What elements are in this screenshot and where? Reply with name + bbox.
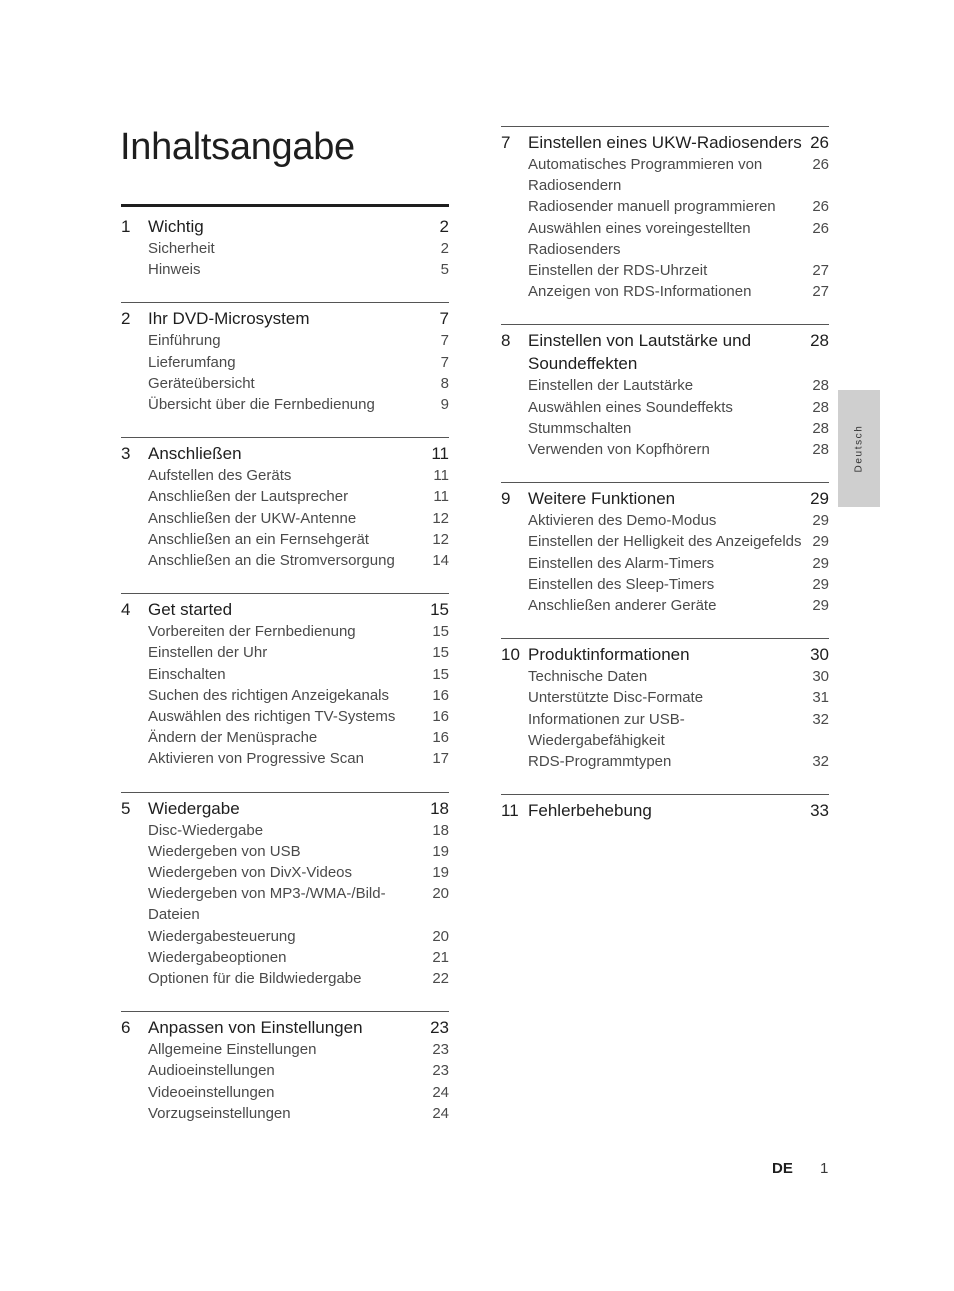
toc-entry[interactable] bbox=[501, 595, 829, 616]
toc-entry-label-line: Lieferumfang bbox=[148, 353, 236, 371]
toc-chapter[interactable] bbox=[501, 487, 829, 510]
toc-entry-label bbox=[528, 397, 808, 418]
toc-entry-label bbox=[148, 968, 428, 989]
toc-entry-label-line: Anschließen an ein Fernsehgerät bbox=[148, 530, 369, 548]
toc-entry-label-line: Videoeinstellungen bbox=[148, 1083, 275, 1101]
toc-chapter-label-line: Produktinformationen bbox=[528, 645, 690, 665]
toc-chapter-page-number: 33 bbox=[810, 801, 829, 821]
toc-entry[interactable] bbox=[501, 439, 829, 460]
toc-chapter-label-line: Anschließen bbox=[148, 444, 242, 464]
toc-entry-label-line: Unterstützte Disc-Formate bbox=[528, 689, 704, 707]
toc-entry-label bbox=[148, 926, 428, 947]
toc-entry-label-line: Radiosendern bbox=[528, 177, 622, 195]
toc-entry-label bbox=[528, 375, 808, 396]
toc-entry-page-number: 28 bbox=[812, 377, 829, 395]
toc-entry-label-line: Stummschalten bbox=[528, 419, 632, 437]
toc-entry-label bbox=[148, 727, 428, 748]
toc-chapter-number: 11 bbox=[501, 801, 519, 821]
toc-entry-label bbox=[148, 748, 428, 769]
toc-entry-page-number: 28 bbox=[812, 419, 829, 437]
toc-chapter-label bbox=[528, 487, 806, 510]
toc-entry-page-number: 15 bbox=[432, 665, 449, 683]
toc-chapter-page-number: 2 bbox=[439, 217, 449, 236]
toc-entry-page-number: 7 bbox=[440, 353, 449, 371]
toc-chapter-page-number: 18 bbox=[430, 798, 449, 818]
toc-entry-label bbox=[148, 642, 428, 663]
toc-chapter-number: 10 bbox=[501, 645, 520, 665]
toc-entry[interactable] bbox=[121, 926, 449, 947]
toc-entry-label-line: Auswählen des richtigen TV-Systems bbox=[148, 708, 396, 726]
toc-chapter[interactable] bbox=[501, 131, 829, 154]
toc-entry-page-number: 19 bbox=[432, 842, 449, 860]
toc-entry-page-number: 15 bbox=[432, 644, 449, 662]
toc-entry-label-line: Hinweis bbox=[148, 261, 201, 279]
toc-entry-label-line: Audioeinstellungen bbox=[148, 1062, 275, 1080]
toc-chapter-label-line: Wiedergabe bbox=[148, 798, 240, 818]
toc-entry[interactable] bbox=[121, 465, 449, 486]
toc-entry-label bbox=[148, 1082, 428, 1103]
toc-entry[interactable] bbox=[121, 621, 449, 642]
toc-entry[interactable] bbox=[121, 748, 449, 769]
toc-entry-label bbox=[528, 196, 808, 217]
toc-entry-label-line: Vorzugseinstellungen bbox=[148, 1104, 291, 1122]
toc-entry[interactable] bbox=[121, 664, 449, 685]
toc-section bbox=[121, 302, 449, 415]
toc-chapter-label bbox=[148, 307, 436, 330]
toc-entry-label-line: Einstellen der RDS-Uhrzeit bbox=[528, 262, 708, 280]
toc-entry-label bbox=[148, 621, 428, 642]
toc-entry-label bbox=[148, 706, 428, 727]
toc-chapter-label bbox=[148, 215, 436, 238]
toc-entry[interactable] bbox=[121, 550, 449, 571]
toc-entry-page-number: 23 bbox=[432, 1062, 449, 1080]
toc-entry-label bbox=[148, 947, 428, 968]
toc-section bbox=[501, 638, 829, 772]
toc-entry[interactable] bbox=[121, 238, 449, 259]
toc-entry-page-number: 24 bbox=[432, 1083, 449, 1101]
toc-entry-page-number: 31 bbox=[812, 689, 829, 707]
page-title: Inhaltsangabe bbox=[120, 126, 355, 168]
toc-entry-label bbox=[148, 394, 437, 415]
toc-entry-label-line: Einschalten bbox=[148, 665, 226, 683]
toc-entry-label-line: Wiedergabefähigkeit bbox=[528, 731, 665, 749]
toc-entry-label-line: Verwenden von Kopfhörern bbox=[528, 441, 710, 459]
toc-entry[interactable] bbox=[501, 281, 829, 302]
toc-section bbox=[121, 437, 449, 571]
toc-entry-page-number: 28 bbox=[812, 441, 829, 459]
toc-chapter-number: 6 bbox=[121, 1018, 131, 1038]
toc-chapter-number: 4 bbox=[121, 600, 131, 620]
toc-chapter[interactable] bbox=[121, 598, 449, 621]
toc-entry-label bbox=[148, 685, 428, 706]
toc-entry-label-line: Auswählen eines voreingestellten bbox=[528, 219, 751, 237]
toc-entry-label bbox=[528, 260, 808, 281]
toc-entry[interactable] bbox=[121, 841, 449, 862]
toc-entry-page-number: 23 bbox=[432, 1041, 449, 1059]
toc-chapter-label bbox=[528, 799, 806, 822]
toc-entry-label-line: Ändern der Menüsprache bbox=[148, 729, 318, 747]
toc-entry-page-number: 29 bbox=[812, 554, 829, 572]
toc-chapter[interactable] bbox=[121, 307, 449, 330]
toc-entry[interactable] bbox=[501, 553, 829, 574]
toc-entry-label-line: Übersicht über die Fernbedienung bbox=[148, 396, 375, 414]
toc-entry-label bbox=[528, 439, 808, 460]
toc-chapter-label bbox=[528, 643, 806, 666]
toc-entry-label-line: Aktivieren von Progressive Scan bbox=[148, 750, 364, 768]
toc-chapter-label bbox=[528, 131, 806, 154]
toc-entry-label-line: Dateien bbox=[148, 906, 200, 924]
toc-entry-page-number: 17 bbox=[432, 750, 449, 768]
toc-entry-page-number: 26 bbox=[812, 198, 829, 216]
toc-entry-page-number: 20 bbox=[432, 885, 449, 903]
toc-chapter-label-line: Soundeffekten bbox=[528, 354, 638, 374]
toc-section bbox=[121, 211, 449, 280]
toc-entry-label bbox=[148, 820, 428, 841]
toc-entry-label-line: Anschließen anderer Geräte bbox=[528, 597, 717, 615]
toc-entry-page-number: 2 bbox=[440, 240, 449, 257]
side-tab-label: Deutsch bbox=[853, 424, 865, 473]
toc-chapter-number: 7 bbox=[501, 133, 511, 152]
toc-entry-page-number: 12 bbox=[432, 509, 449, 527]
toc-entry-label bbox=[148, 862, 428, 883]
toc-section bbox=[121, 1011, 449, 1124]
toc-entry[interactable] bbox=[121, 1039, 449, 1060]
toc-entry[interactable] bbox=[501, 709, 829, 751]
toc-chapter-label bbox=[148, 598, 426, 621]
toc-chapter-page-number: 15 bbox=[430, 600, 449, 620]
toc-chapter-number: 5 bbox=[121, 798, 131, 818]
toc-entry-page-number: 32 bbox=[812, 710, 829, 728]
toc-entry-label bbox=[528, 595, 808, 616]
toc-entry-label bbox=[148, 486, 429, 507]
toc-chapter-label-line: Weitere Funktionen bbox=[528, 489, 676, 509]
toc-entry-label bbox=[148, 883, 428, 925]
toc-entry-label bbox=[528, 510, 808, 531]
toc-entry-label bbox=[148, 529, 428, 550]
toc-chapter[interactable] bbox=[501, 329, 829, 375]
toc-entry[interactable] bbox=[121, 394, 449, 415]
language-side-tab bbox=[838, 390, 880, 507]
toc-entry[interactable] bbox=[121, 947, 449, 968]
toc-chapter-label-line: Wichtig bbox=[148, 217, 204, 236]
toc-entry-label-line: Aufstellen des Geräts bbox=[148, 467, 292, 485]
toc-entry[interactable] bbox=[501, 574, 829, 595]
toc-entry[interactable] bbox=[501, 666, 829, 687]
toc-entry-label-line: Anschließen der UKW-Antenne bbox=[148, 509, 357, 527]
toc-entry-label bbox=[148, 841, 428, 862]
toc-column-left bbox=[121, 211, 449, 1146]
toc-entry[interactable] bbox=[121, 968, 449, 989]
toc-entry-label-line: Anzeigen von RDS-Informationen bbox=[528, 283, 752, 301]
toc-entry-page-number: 29 bbox=[812, 597, 829, 615]
toc-entry-label bbox=[148, 1103, 428, 1124]
toc-entry-page-number: 22 bbox=[432, 970, 449, 988]
toc-entry-label bbox=[148, 1060, 428, 1081]
toc-entry[interactable] bbox=[121, 642, 449, 663]
toc-entry-page-number: 16 bbox=[432, 729, 449, 747]
toc-entry[interactable] bbox=[121, 508, 449, 529]
toc-chapter[interactable] bbox=[501, 643, 829, 666]
toc-entry-label-line: Geräteübersicht bbox=[148, 374, 255, 392]
toc-section bbox=[121, 593, 449, 769]
toc-entry-label-line: Allgemeine Einstellungen bbox=[148, 1041, 317, 1059]
toc-chapter-label-line: Einstellen von Lautstärke und bbox=[528, 331, 752, 351]
toc-chapter-page-number: 26 bbox=[810, 133, 829, 152]
toc-chapter[interactable] bbox=[501, 799, 829, 822]
toc-entry[interactable] bbox=[501, 531, 829, 552]
toc-entry-page-number: 5 bbox=[440, 261, 449, 279]
toc-section bbox=[501, 324, 829, 460]
toc-chapter-label bbox=[148, 797, 426, 820]
toc-entry-label-line: Einführung bbox=[148, 332, 221, 350]
toc-entry-label-line: Automatisches Programmieren von bbox=[528, 156, 763, 173]
toc-entry[interactable] bbox=[121, 883, 449, 925]
toc-entry-label-line: Radiosender manuell programmieren bbox=[528, 198, 776, 216]
toc-entry[interactable] bbox=[501, 218, 829, 260]
toc-entry-page-number: 11 bbox=[433, 467, 449, 485]
toc-entry-page-number: 9 bbox=[440, 396, 449, 414]
toc-column-right bbox=[501, 126, 829, 844]
toc-entry-page-number: 7 bbox=[440, 332, 449, 350]
toc-chapter-label bbox=[148, 1016, 426, 1039]
toc-chapter-page-number: 11 bbox=[431, 444, 449, 464]
toc-entry[interactable] bbox=[121, 529, 449, 550]
toc-entry-label-line: Wiedergabesteuerung bbox=[148, 927, 296, 945]
toc-entry-page-number: 26 bbox=[812, 156, 829, 173]
toc-entry[interactable] bbox=[121, 862, 449, 883]
toc-entry-page-number: 15 bbox=[432, 623, 449, 641]
toc-entry-page-number: 26 bbox=[812, 219, 829, 237]
toc-entry-page-number: 28 bbox=[812, 398, 829, 416]
toc-entry[interactable] bbox=[501, 196, 829, 217]
toc-chapter-number: 3 bbox=[121, 444, 131, 464]
footer-page-number: 1 bbox=[820, 1160, 829, 1177]
toc-chapter-label bbox=[148, 442, 427, 465]
toc-chapter-page-number: 28 bbox=[810, 331, 829, 351]
toc-section bbox=[501, 794, 829, 822]
toc-chapter-label-line: Anpassen von Einstellungen bbox=[148, 1018, 363, 1038]
toc-entry-label bbox=[528, 418, 808, 439]
toc-entry-page-number: 12 bbox=[432, 530, 449, 548]
toc-entry[interactable] bbox=[501, 510, 829, 531]
toc-entry[interactable] bbox=[121, 1060, 449, 1081]
toc-chapter-page-number: 7 bbox=[439, 309, 449, 329]
toc-entry[interactable] bbox=[121, 685, 449, 706]
toc-entry-page-number: 30 bbox=[812, 668, 829, 686]
toc-chapter-number: 1 bbox=[121, 217, 131, 236]
toc-entry-label-line: Wiedergeben von USB bbox=[148, 842, 301, 860]
toc-entry-label-line: Einstellen der Uhr bbox=[148, 644, 268, 662]
toc-entry-label-line: Einstellen des Alarm-Timers bbox=[528, 554, 715, 572]
toc-entry-label-line: RDS-Programmtypen bbox=[528, 753, 672, 771]
toc-section bbox=[501, 482, 829, 616]
toc-entry-label-line: Wiedergeben von DivX-Videos bbox=[148, 864, 353, 882]
toc-entry[interactable] bbox=[501, 418, 829, 439]
toc-entry-label bbox=[148, 664, 428, 685]
toc-entry-page-number: 29 bbox=[812, 575, 829, 593]
toc-entry-label bbox=[528, 751, 808, 772]
toc-chapter-label bbox=[528, 329, 806, 375]
toc-entry-page-number: 14 bbox=[432, 552, 449, 570]
toc-entry-label bbox=[148, 259, 437, 280]
toc-entry-label bbox=[148, 238, 437, 259]
toc-chapter[interactable] bbox=[121, 215, 449, 238]
toc-entry-label bbox=[528, 553, 808, 574]
toc-entry[interactable] bbox=[501, 751, 829, 772]
toc-entry-label-line: Aktivieren des Demo-Modus bbox=[528, 512, 717, 530]
toc-entry-label-line: Wiedergabeoptionen bbox=[148, 948, 287, 966]
toc-chapter-label-line: Einstellen eines UKW-Radiosenders bbox=[528, 133, 802, 152]
toc-entry-page-number: 16 bbox=[432, 708, 449, 726]
toc-entry-page-number: 32 bbox=[812, 753, 829, 771]
toc-entry[interactable] bbox=[121, 373, 449, 394]
toc-entry-label-line: Disc-Wiedergabe bbox=[148, 821, 264, 839]
toc-entry[interactable] bbox=[121, 330, 449, 351]
toc-entry-label-line: Einstellen der Lautstärke bbox=[528, 377, 694, 395]
toc-entry-label bbox=[148, 550, 428, 571]
toc-chapter-number: 2 bbox=[121, 309, 131, 329]
toc-entry[interactable] bbox=[121, 727, 449, 748]
toc-entry-label bbox=[528, 687, 808, 708]
toc-entry[interactable] bbox=[121, 1103, 449, 1124]
toc-entry-page-number: 19 bbox=[432, 864, 449, 882]
toc-entry-page-number: 16 bbox=[432, 686, 449, 704]
toc-entry-page-number: 27 bbox=[812, 283, 829, 301]
toc-entry-label-line: Sicherheit bbox=[148, 240, 215, 257]
toc-entry-page-number: 24 bbox=[432, 1104, 449, 1122]
toc-entry[interactable] bbox=[121, 259, 449, 280]
toc-entry-page-number: 18 bbox=[432, 821, 449, 839]
toc-entry-label-line: Radiosenders bbox=[528, 240, 621, 258]
toc-chapter-label-line: Get started bbox=[148, 600, 233, 620]
title-rule bbox=[121, 204, 449, 207]
toc-entry[interactable] bbox=[121, 706, 449, 727]
toc-chapter[interactable] bbox=[121, 797, 449, 820]
toc-entry-label bbox=[528, 218, 808, 260]
toc-entry-page-number: 29 bbox=[812, 512, 829, 530]
toc-entry-page-number: 27 bbox=[812, 262, 829, 280]
toc-chapter-label-line: Ihr DVD-Microsystem bbox=[148, 309, 310, 329]
toc-entry-label bbox=[528, 281, 808, 302]
toc-entry-label bbox=[528, 154, 808, 196]
toc-entry-label bbox=[528, 666, 808, 687]
toc-entry-label bbox=[148, 1039, 428, 1060]
toc-entry-label-line: Anschließen der Lautsprecher bbox=[148, 488, 349, 506]
footer-language: DE bbox=[772, 1160, 793, 1177]
toc-entry-page-number: 29 bbox=[812, 533, 829, 551]
toc-entry[interactable] bbox=[501, 687, 829, 708]
toc-entry-page-number: 11 bbox=[433, 488, 449, 506]
toc-chapter-number: 9 bbox=[501, 489, 511, 509]
toc-entry-label bbox=[148, 373, 437, 394]
toc-entry-page-number: 21 bbox=[432, 948, 449, 966]
toc-entry-label-line: Vorbereiten der Fernbedienung bbox=[148, 623, 356, 641]
toc-chapter-page-number: 30 bbox=[810, 645, 829, 665]
toc-entry-label-line: Einstellen der Helligkeit des Anzeigefelds bbox=[528, 533, 802, 551]
toc-entry-label bbox=[148, 465, 429, 486]
toc-entry-label bbox=[528, 709, 808, 751]
toc-entry-page-number: 20 bbox=[432, 927, 449, 945]
toc-entry-label bbox=[528, 531, 808, 552]
toc-entry-label-line: Auswählen eines Soundeffekts bbox=[528, 398, 733, 416]
toc-chapter-number: 8 bbox=[501, 331, 511, 351]
toc-entry-label-line: Einstellen des Sleep-Timers bbox=[528, 575, 715, 593]
toc-entry-label bbox=[148, 508, 428, 529]
toc-entry-label-line: Wiedergeben von MP3-/WMA-/Bild- bbox=[148, 885, 386, 903]
toc-chapter-label-line: Fehlerbehebung bbox=[528, 801, 652, 821]
toc-entry[interactable] bbox=[121, 486, 449, 507]
toc-entry[interactable] bbox=[501, 375, 829, 396]
toc-entry-label-line: Anschließen an die Stromversorgung bbox=[148, 552, 395, 570]
toc-entry-label-line: Technische Daten bbox=[528, 668, 648, 686]
toc-entry-label bbox=[148, 330, 437, 351]
toc-section bbox=[121, 792, 449, 990]
toc-chapter-page-number: 23 bbox=[430, 1018, 449, 1038]
toc-entry[interactable] bbox=[121, 1082, 449, 1103]
toc-entry-label bbox=[148, 352, 437, 373]
toc-entry-label-line: Optionen für die Bildwiedergabe bbox=[148, 970, 362, 988]
toc-entry[interactable] bbox=[121, 352, 449, 373]
toc-chapter-page-number: 29 bbox=[810, 489, 829, 509]
toc-section bbox=[501, 126, 829, 302]
toc-chapter[interactable] bbox=[121, 442, 449, 465]
toc-entry-label bbox=[528, 574, 808, 595]
toc-entry[interactable] bbox=[121, 820, 449, 841]
toc-entry[interactable] bbox=[501, 397, 829, 418]
toc-entry[interactable] bbox=[501, 260, 829, 281]
toc-entry[interactable] bbox=[501, 154, 829, 196]
toc-entry-label-line: Informationen zur USB- bbox=[528, 710, 685, 728]
toc-entry-label-line: Suchen des richtigen Anzeigekanals bbox=[148, 686, 389, 704]
toc-chapter[interactable] bbox=[121, 1016, 449, 1039]
toc-entry-page-number: 8 bbox=[440, 374, 449, 392]
